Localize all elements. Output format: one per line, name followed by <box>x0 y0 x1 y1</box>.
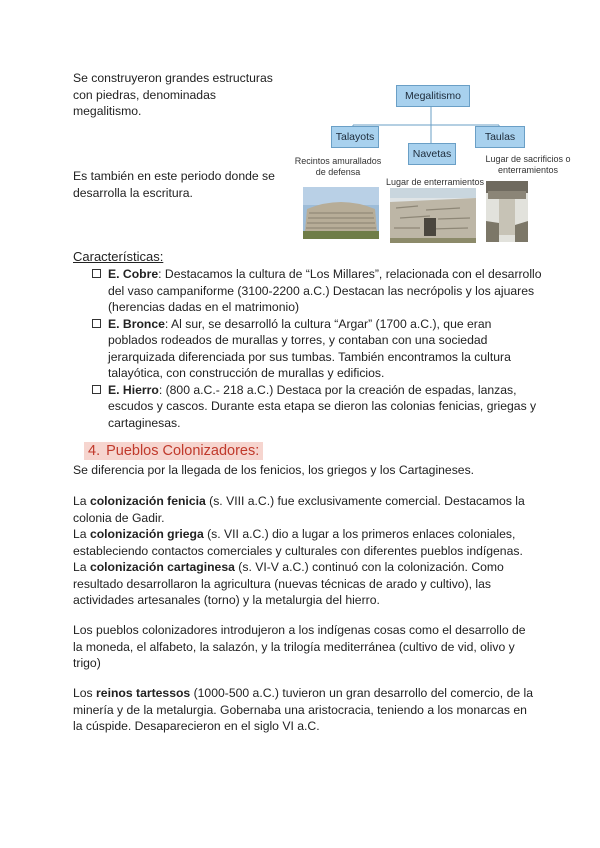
caracteristicas-heading: Características: <box>73 249 164 264</box>
paragraph-tartessos <box>73 685 533 735</box>
section-title-text: Pueblos Colonizadores: <box>106 443 260 459</box>
text-bold: colonización fenicia <box>89 494 206 508</box>
checkbox-icon <box>92 385 101 394</box>
item-label: E. Hierro <box>108 382 159 397</box>
text-bold: colonización cartaginesa <box>89 560 235 574</box>
list-item <box>92 316 542 382</box>
text-bold: reinos tartessos <box>96 686 191 700</box>
paragraph-cartaginesa <box>73 559 533 609</box>
caption-navetas: Lugar de enterramientos <box>385 177 485 187</box>
section-intro: Se diferencia por la llegada de los fenicios, los griegos y los Cartagineses. <box>73 463 475 477</box>
node-navetas: Navetas <box>408 143 456 165</box>
text-post: (s. VI-V a.C.) continuó con la colonización. Como resultado desarrollaron la agricultura (nuevas técnicas de arado y cultivo), las actividades artesanales (torno) y la metalurgia del hierro. <box>73 560 504 607</box>
item-text: : (800 a.C.- 218 a.C.) Destaca por la creación de espadas, lanzas, escudos y cascos. Durante esta etapa se dieron las colonias fenicias, griegas y cartaginesas. <box>108 382 537 430</box>
talayot-photo <box>303 187 379 239</box>
node-taulas: Taulas <box>475 126 525 148</box>
list-item <box>92 382 542 432</box>
text-pre: Los <box>73 686 97 700</box>
paragraph-indigenas: Los pueblos colonizadores introdujeron a los indígenas cosas como el desarrollo de la moneda, el alfabeto, la salazón, y la trilogía mediterránea (cultivo de vid, olivo y trigo) <box>73 623 526 670</box>
text-post: (1000-500 a.C.) tuvieron un gran desarrollo del comercio, de la minería y de la metalurgia. Gobernaba una aristocracia, teniendo a los monarcas en la cúspide. Desaparecieron en el siglo VI a.C. <box>73 686 533 733</box>
text-pre: La <box>73 560 90 574</box>
text-bold: colonización griega <box>89 527 204 541</box>
text-pre: La <box>73 494 90 508</box>
section-number: 4. <box>88 443 101 459</box>
caption-taulas: Lugar de sacrificios o enterramientos <box>485 154 571 175</box>
text-post: (s. VIII a.C.) fue exclusivamente comercial. Destacamos la colonia de Gadir. <box>73 494 525 525</box>
section-title <box>84 442 263 460</box>
item-label: E. Cobre <box>108 267 159 281</box>
item-text: : Al sur, se desarrolló la cultura “Argar” (1700 a.C.), que eran poblados rodeados de murallas y torres, y contaban con una sociedad jerarquizada diferenciada por sus tumbas. También encontramos la cultura talayótica, con construcción de murallas y edificios. <box>108 316 511 380</box>
naveta-photo <box>390 188 476 243</box>
taula-photo <box>486 181 528 242</box>
item-label: E. Bronce <box>108 316 165 331</box>
checkbox-icon <box>92 319 101 328</box>
list-item <box>92 266 542 316</box>
node-megalitismo: Megalitismo <box>396 85 470 107</box>
caracteristicas-list <box>92 266 542 431</box>
intro-paragraph-megalitismo: Se construyeron grandes estructuras con piedras, denominadas megalitismo. <box>73 71 273 118</box>
node-talayots: Talayots <box>331 126 379 148</box>
checkbox-icon <box>92 269 101 278</box>
caption-talayots: Recintos amurallados de defensa <box>294 156 382 177</box>
paragraph-griega <box>73 526 533 559</box>
paragraph-fenicia <box>73 493 533 526</box>
text-pre: La <box>73 527 90 541</box>
intro-paragraph-escritura: Es también en este periodo donde se desarrolla la escritura. <box>73 169 275 200</box>
text-post: (s. VII a.C.) dio a lugar a los primeros enlaces coloniales, estableciendo contactos comerciales y culturales con diferentes pueblos indígenas. <box>73 527 523 558</box>
item-text: : Destacamos la cultura de “Los Millares”, relacionada con el desarrollo del vaso campaniforme (3100-2200 a.C.) Destacan las necrópolis y los ajuares (herencias dadas en el matrimonio) <box>108 267 542 314</box>
